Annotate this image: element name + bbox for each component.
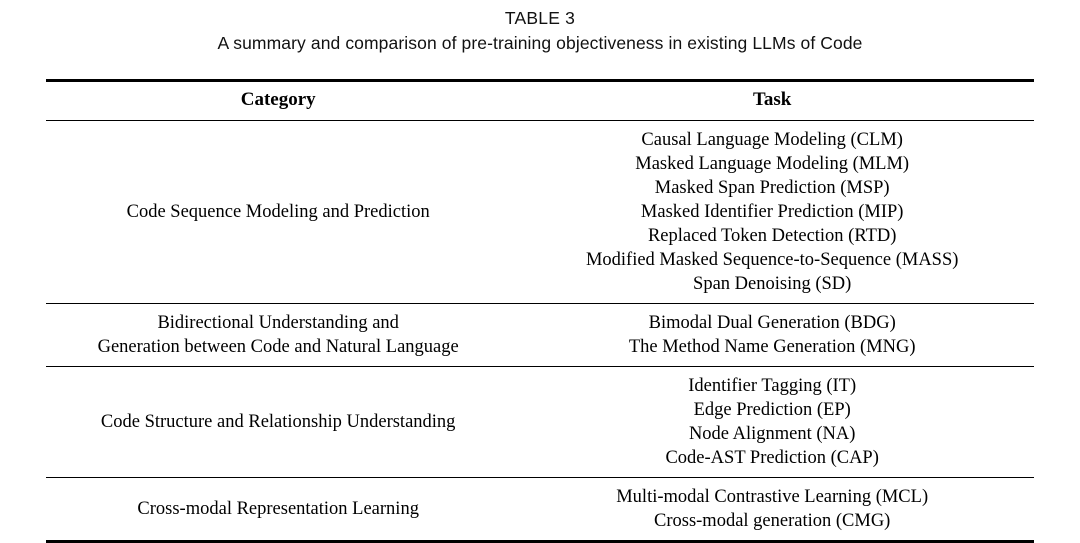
column-header-task: Task — [510, 80, 1034, 120]
table-header-row — [46, 80, 1034, 120]
category-cell — [46, 304, 510, 367]
table-number: TABLE 3 — [504, 8, 576, 28]
comparison-table — [46, 79, 1034, 543]
task-line: Bimodal Dual Generation (BDG) — [648, 313, 896, 334]
table-caption — [46, 6, 1034, 57]
task-line: Multi-modal Contrastive Learning (MCL) — [616, 487, 929, 508]
category-cell — [46, 120, 510, 303]
task-cell — [510, 478, 1034, 542]
table-row — [46, 120, 1034, 303]
table-row — [46, 304, 1034, 367]
task-line: Edge Prediction (EP) — [693, 400, 851, 421]
task-line: Causal Language Modeling (CLM) — [641, 129, 903, 150]
category-line: Generation between Code and Natural Language — [97, 337, 459, 358]
table-body — [46, 120, 1034, 542]
table-row — [46, 478, 1034, 542]
table-head — [46, 80, 1034, 120]
category-cell — [46, 478, 510, 542]
task-line: Cross-modal generation (CMG) — [654, 511, 891, 532]
task-line: Masked Identifier Prediction (MIP) — [640, 201, 904, 222]
task-line: Code-AST Prediction (CAP) — [665, 448, 879, 469]
table-title: A summary and comparison of pre-training objectiveness in existing LLMs of Code — [217, 33, 863, 54]
task-cell — [510, 304, 1034, 367]
task-cell — [510, 367, 1034, 478]
task-cell — [510, 120, 1034, 303]
category-line: Code Sequence Modeling and Prediction — [126, 201, 430, 222]
task-line: Node Alignment (NA) — [688, 424, 856, 445]
task-line: Identifier Tagging (IT) — [688, 376, 857, 397]
category-line: Bidirectional Understanding and — [157, 313, 399, 334]
category-cell — [46, 367, 510, 478]
task-line: Replaced Token Detection (RTD) — [647, 225, 897, 246]
task-line: Masked Language Modeling (MLM) — [635, 153, 910, 174]
table-row — [46, 367, 1034, 478]
task-line: The Method Name Generation (MNG) — [628, 337, 916, 358]
task-line: Modified Masked Sequence-to-Sequence (MASS) — [585, 249, 959, 270]
category-line: Cross-modal Representation Learning — [137, 499, 419, 520]
task-line: Masked Span Prediction (MSP) — [654, 177, 890, 198]
category-line: Code Structure and Relationship Understanding — [100, 412, 456, 433]
column-header-category: Category — [46, 80, 510, 120]
task-line: Span Denoising (SD) — [693, 274, 852, 295]
